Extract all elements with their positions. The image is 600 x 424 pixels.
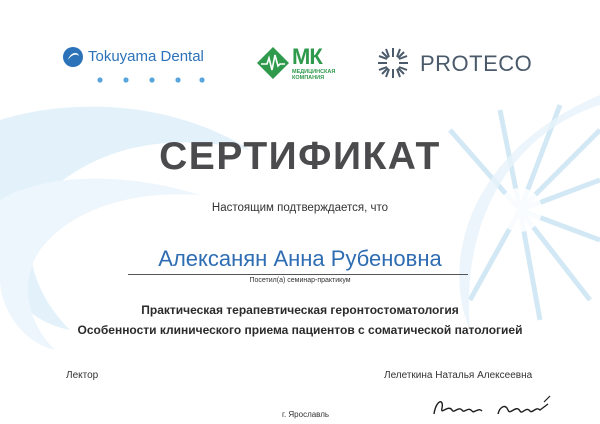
recipient-name: Алексанян Анна Рубеновна <box>158 246 442 271</box>
confirmation-text: Настоящим подтверждается, что <box>211 202 389 214</box>
mk-logo <box>256 46 336 86</box>
course-title-line-1: Практическая терапевтическая геронтостоматология <box>141 303 459 317</box>
tokuyama-logo-text: Tokuyama Dental <box>88 48 204 65</box>
visited-caption: Посетил(а) семинар-практикум <box>249 277 351 284</box>
mk-logo-icon <box>256 46 290 80</box>
tokuyama-logo-icon <box>62 46 84 68</box>
mk-logo-subtitle-2: КОМПАНИЯ <box>292 75 325 81</box>
course-title-line-2: Особенности клинического приема пациентов с соматической патологией <box>77 323 523 337</box>
mk-logo-letters: МК <box>292 44 322 69</box>
lector-label: Лектор <box>66 370 99 381</box>
proteco-logo-text: PROTECO <box>420 51 533 76</box>
lector-name: Лелеткина Наталья Алексеевна <box>384 370 533 381</box>
lector-signature <box>426 392 556 422</box>
tokuyama-logo <box>62 44 222 88</box>
city-label: г. Ярославль <box>282 410 330 419</box>
tokuyama-dots-icon <box>96 76 206 84</box>
mk-logo-subtitle-1: МЕДИЦИНСКАЯ <box>292 69 336 75</box>
certificate-title: СЕРТИФИКАТ <box>159 135 441 178</box>
name-underline <box>128 274 468 275</box>
proteco-logo <box>376 46 546 86</box>
proteco-logo-icon <box>376 46 410 80</box>
